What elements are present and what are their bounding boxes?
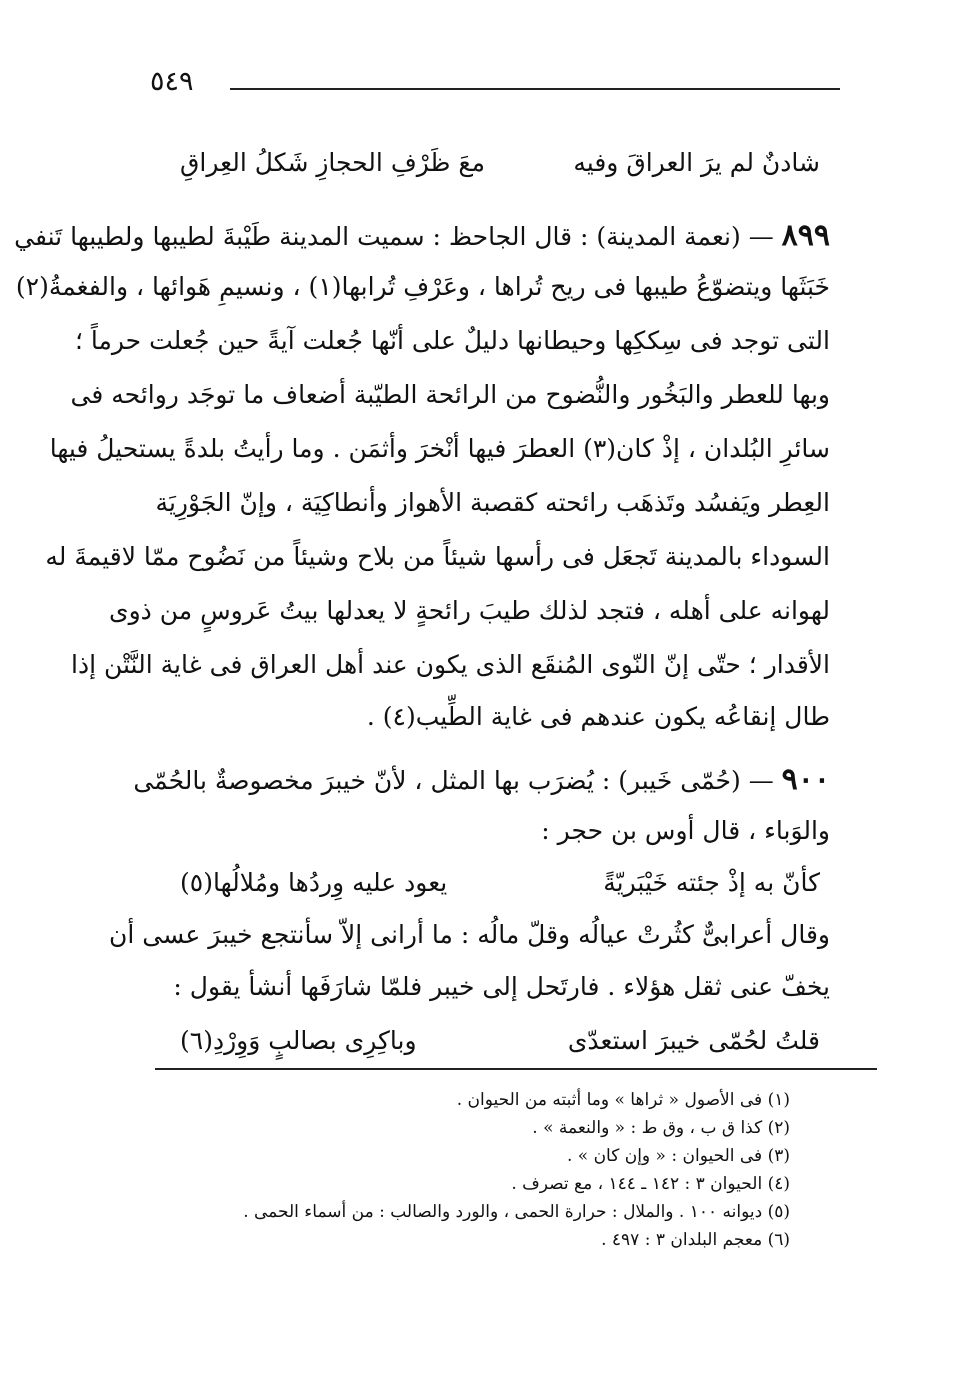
footnote-rule — [155, 1068, 877, 1070]
footnote-4: (٤) الحيوان ٣ : ١٤٢ ـ ١٤٤ ، مع تصرف . — [511, 1174, 790, 1194]
entry-899-line-7: السوداء بالمدينة تَجعَل فى رأسها شيئاً من بلاح وشيئاً من نَضُوح ممّا لاقيمةَ له — [45, 542, 830, 571]
entry-899-line-3: التى توجد فى سِككِها وحيطانها دليلٌ على أنّها جُعلت آيةً حين جُعلت حرماً ؛ — [74, 326, 830, 355]
entry-899-line-2: خَبَثَها ويتضوّعُ طيبها فى ريح تُراها ، وعَرْفِ تُرابها(١) ، ونسيمِ هَوائها ، والفغمةُ(٢) — [15, 272, 830, 301]
page-number: ٥٤٩ — [150, 66, 194, 97]
page-header — [150, 62, 840, 102]
verse-top — [180, 148, 820, 198]
verse-bedouin-second-hemistich: وباكِرِى بصالبٍ وَوِرْدِ(٦) — [180, 1026, 417, 1055]
entry-899-line-9: الأقدار ؛ حتّى إنّ النّوى المُنقَع الذى يكون عند أهل العراق فى غاية النَّتْن إذا — [71, 650, 830, 679]
entry-900-line-2: والوَباء ، قال أوس بن حجر : — [541, 816, 830, 845]
entry-text: — (نعمة المدينة) : قال الجاحظ : سميت المدينة طَيْبةَ لطيبها ولطيبها تَنفي — [14, 222, 774, 251]
verse-top-first-hemistich: شادنٌ لم يرَ العراقَ وفيه — [573, 148, 820, 177]
footnote-1: (١) فى الأصول « ثراها » وما أثبته من الحيوان . — [456, 1090, 790, 1110]
footnote-3: (٣) فى الحيوان : « وإن كان » . — [566, 1146, 790, 1166]
entry-900-prose-1: وقال أعرابىٌّ كثُرتْ عيالُه وقلّ مالُه : ما أرانى إلاّ سأنتجع خيبرَ عسى أن — [109, 920, 830, 949]
entry-900-line-1 — [133, 762, 830, 797]
entry-number: ٩٠٠ — [781, 762, 830, 797]
footnote-5: (٥) ديوانه ١٠٠ . والملال : حرارة الحمى ، والورد والصالب : من أسماء الحمى . — [243, 1202, 790, 1222]
verse-aws-first-hemistich: كأنّ به إذْ جئته خَيْبَريّةً — [603, 868, 820, 897]
entry-text: — (حُمّى خَيبر) : يُضرَب بها المثل ، لأنّ خيبرَ مخصوصةٌ بالحُمّى — [133, 766, 774, 795]
entry-number: ٨٩٩ — [781, 218, 830, 253]
footnote-6: (٦) معجم البلدان ٣ : ٤٩٧ . — [601, 1230, 790, 1250]
footnote-2: (٢) كذا ق ب ، وق ط : « والنعمة » . — [532, 1118, 790, 1138]
header-rule — [230, 88, 840, 90]
entry-899-line-4: وبها للعطر والبَخُور والنُّضوح من الرائحة الطيّبة أضعاف ما توجَد روائحه فى — [70, 380, 830, 409]
verse-top-second-hemistich: معَ ظَرْفِ الحجازِ شَكلُ العِراقِ — [180, 148, 486, 177]
entry-899-line-6: العِطر ويَفسُد وتَذهَب رائحته كقصبة الأهواز وأنطاكِيَة ، وإنّ الجَوْرِيَة — [155, 488, 830, 517]
verse-bedouin-first-hemistich: قلتُ لحُمّى خيبرَ استعدّى — [567, 1026, 820, 1055]
verse-aws-second-hemistich: يعود عليه وِردُها ومُلالُها(٥) — [180, 868, 448, 897]
entry-899-line-10: طال إنقاعُه يكون عندهم فى غاية الطِّيب(٤) . — [366, 702, 830, 731]
entry-899-line-8: لهوانه على أهله ، فتجد لذلك طيبَ رائحةٍ لا يعدلها بيتُ عَروسٍ من ذوى — [109, 596, 830, 625]
entry-899-line-5: سائرِ البُلدان ، إذْ كان(٣) العطرَ فيها أنْخرَ وأثمَن . وما رأيتُ بلدةً يستحيلُ فيها — [49, 434, 830, 463]
footnotes — [180, 1086, 790, 1254]
entry-900-prose-2: يخفّ عنى ثقل هؤلاء . فارتَحل إلى خيبر فلمّا شارَفَها أنشأ يقول : — [173, 972, 830, 1001]
verse-aws — [180, 868, 820, 918]
entry-899-line-1 — [14, 218, 830, 253]
